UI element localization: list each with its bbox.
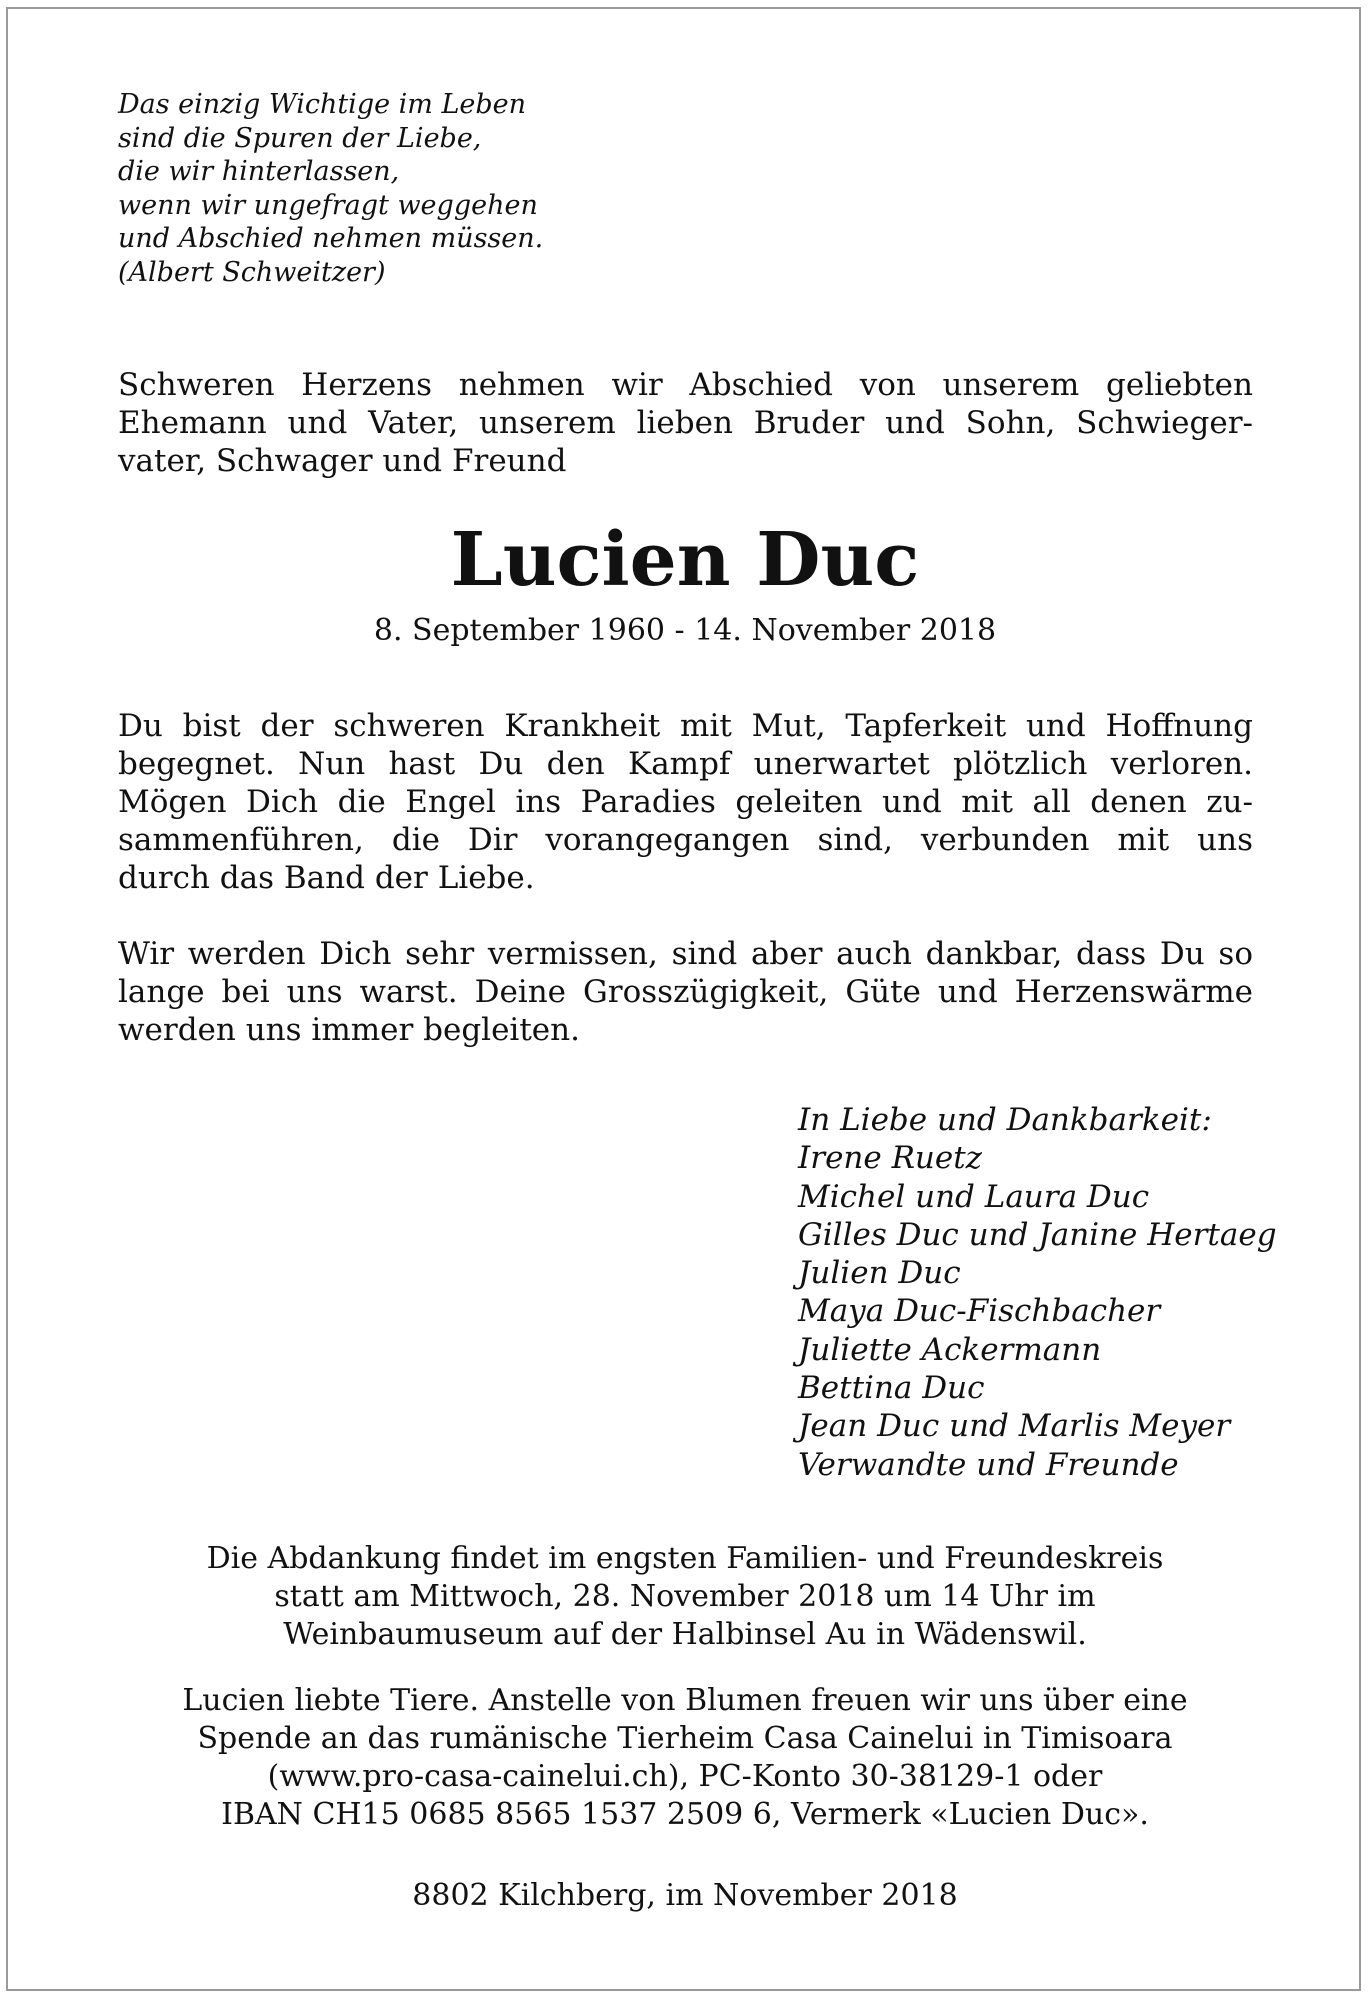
mourners-list: [798, 1101, 1277, 1484]
paragraph-line: Wir werden Dich sehr vermissen, sind aber auch dankbar, dass Du so: [118, 936, 1253, 972]
donation-info: [0, 1682, 1370, 1834]
tribute-paragraph-1: [118, 707, 1253, 897]
quote-line: sind die Spuren der Liebe,: [118, 122, 482, 154]
tribute-paragraph-2: [118, 935, 1253, 1049]
deceased-name: Lucien Duc: [450, 517, 920, 603]
quote-line: Das einzig Wichtige im Leben: [118, 89, 527, 120]
service-line: Weinbaumuseum auf der Halbinsel Au in Wädenswil.: [283, 1617, 1087, 1652]
donation-line: Spende an das rumänische Tierheim Casa Cainelui in Timisoara: [197, 1721, 1173, 1756]
donation-line: Lucien liebte Tiere. Anstelle von Blumen freuen wir uns über eine: [182, 1683, 1188, 1718]
paragraph-line: werden uns immer begleiten.: [118, 1012, 580, 1048]
mourner-name: Michel und Laura Duc: [798, 1178, 1150, 1215]
paragraph-line: sammenführen, die Dir vorangegangen sind, verbunden mit uns: [118, 822, 1253, 858]
mourner-name: Gilles Duc und Janine Hertaeg: [798, 1216, 1277, 1253]
intro-line: Ehemann und Vater, unserem lieben Bruder und Sohn, Schwieger-: [118, 405, 1253, 441]
paragraph-line: durch das Band der Liebe.: [118, 860, 535, 896]
life-dates: 8. September 1960 - 14. November 2018: [373, 613, 997, 648]
funeral-service-info: [0, 1540, 1370, 1654]
quote-line: wenn wir ungefragt weggehen: [118, 189, 538, 221]
service-line: statt am Mittwoch, 28. November 2018 um 14 Uhr im: [274, 1579, 1096, 1614]
quote-line: die wir hinterlassen,: [118, 156, 400, 187]
quote-attribution: (Albert Schweitzer): [118, 256, 386, 288]
mourner-name: Verwandte und Freunde: [798, 1446, 1179, 1483]
mourner-name: Jean Duc und Marlis Meyer: [798, 1408, 1231, 1445]
mourner-name: Julien Duc: [798, 1255, 961, 1292]
paragraph-line: lange bei uns warst. Deine Grosszügigkeit, Güte und Herzenswärme: [118, 974, 1253, 1010]
intro-line: vater, Schwager und Freund: [118, 443, 567, 479]
paragraph-line: Mögen Dich die Engel ins Paradies geleiten und mit all denen zu-: [118, 784, 1253, 820]
donation-line: (www.pro-casa-cainelui.ch), PC-Konto 30-38129-1 oder: [267, 1759, 1103, 1794]
paragraph-line: Du bist der schweren Krankheit mit Mut, Tapferkeit und Hoffnung: [118, 708, 1253, 744]
mourner-name: Bettina Duc: [798, 1370, 985, 1407]
epigraph-quote: [118, 88, 543, 289]
mourner-name: Juliette Ackermann: [798, 1331, 1102, 1368]
donation-line: IBAN CH15 0685 8565 1537 2509 6, Vermerk «Lucien Duc».: [221, 1797, 1149, 1832]
mourner-name: Maya Duc-Fischbacher: [798, 1293, 1161, 1330]
paragraph-line: begegnet. Nun hast Du den Kampf unerwartet plötzlich verloren.: [118, 746, 1253, 782]
quote-line: und Abschied nehmen müssen.: [118, 223, 544, 254]
place-and-date: 8802 Kilchberg, im November 2018: [412, 1878, 958, 1913]
mourner-name: Irene Ruetz: [798, 1140, 983, 1177]
intro-paragraph: [118, 366, 1253, 480]
service-line: Die Abdankung findet im engsten Familien- und Freundeskreis: [206, 1541, 1164, 1576]
mourners-heading: In Liebe und Dankbarkeit:: [798, 1102, 1212, 1138]
intro-line: Schweren Herzens nehmen wir Abschied von unserem geliebten: [118, 367, 1253, 403]
